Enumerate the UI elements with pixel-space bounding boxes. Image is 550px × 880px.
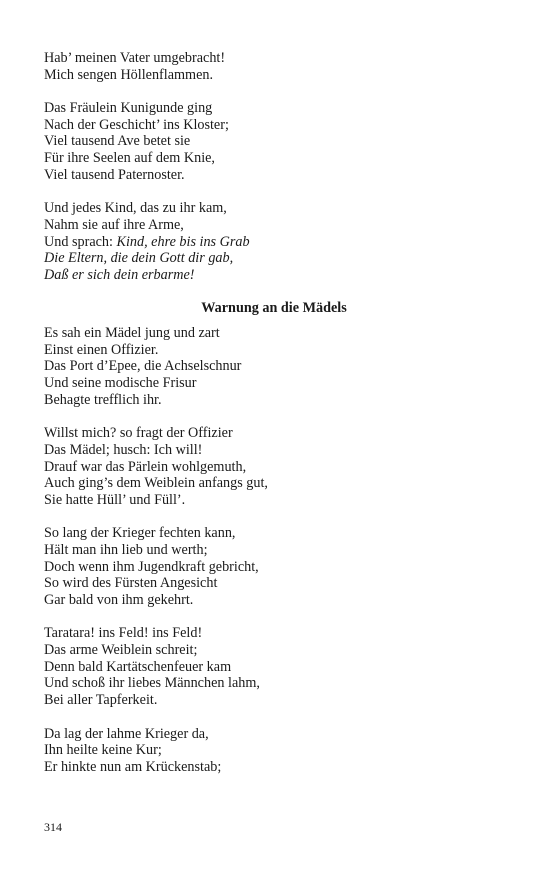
verse-line: Bei aller Tapferkeit. [44, 692, 158, 709]
stanza [44, 425, 504, 508]
verse-line: Viel tausend Ave betet sie [44, 133, 191, 150]
verse-line: Einst einen Offizier. [44, 341, 159, 358]
verse-text: Und sprach: [44, 233, 117, 250]
stanza [44, 525, 504, 608]
verse-line: Behagte trefflich ihr. [44, 391, 162, 408]
verse-line: Willst mich? so fragt der Offizier [44, 425, 233, 442]
verse-line: Das arme Weiblein schreit; [44, 642, 198, 659]
verse-line: Drauf war das Pärlein wohlgemuth, [44, 458, 247, 475]
verse-line: Da lag der lahme Krieger da, [44, 725, 209, 742]
verse-line: Es sah ein Mädel jung und zart [44, 325, 220, 342]
verse-line: Und jedes Kind, das zu ihr kam, [44, 200, 227, 217]
verse-italic-text: Die Eltern, die dein Gott dir gab, [44, 250, 234, 267]
verse-line: Das Port d’Epee, die Achselschnur [44, 358, 242, 375]
verse-line: Taratara! ins Feld! ins Feld! [44, 625, 203, 642]
verse-italic-text: Kind, ehre bis ins Grab [116, 233, 250, 250]
verse-line: Hält man ihn lieb und werth; [44, 541, 208, 558]
verse-line: Das Fräulein Kunigunde ging [44, 100, 213, 117]
verse-line: Hab’ meinen Vater umgebracht! [44, 50, 226, 66]
verse-line: Doch wenn ihm Jugendkraft gebricht, [44, 558, 259, 575]
verse-line-italic [44, 267, 504, 284]
verse-line: So wird des Fürsten Angesicht [44, 575, 218, 592]
page-number: 314 [44, 820, 62, 834]
verse-line: Und seine modische Frisur [44, 375, 197, 392]
verse-line: Das Mädel; husch: Ich will! [44, 441, 203, 458]
verse-line: Viel tausend Paternoster. [44, 166, 185, 183]
stanza [44, 200, 504, 283]
poem-title: Warnung an die Mädels [201, 300, 347, 317]
stanza [44, 726, 504, 776]
verse-line: Ihn heilte keine Kur; [44, 742, 162, 759]
verse-line: Denn bald Kartätschenfeuer kam [44, 658, 232, 675]
verse-italic-text: Daß er sich dein erbarme! [44, 266, 195, 283]
verse-line: Er hinkte nun am Krückenstab; [44, 758, 222, 775]
verse-line: Auch ging’s dem Weiblein anfangs gut, [44, 475, 268, 492]
verse-line: Mich sengen Höllenflammen. [44, 66, 214, 83]
page-body [44, 50, 504, 792]
verse-line-italic [44, 250, 504, 267]
verse-line: Sie hatte Hüll’ und Füll’. [44, 491, 186, 508]
verse-line: Und schoß ihr liebes Männchen lahm, [44, 675, 260, 692]
verse-line: Gar bald von ihm gekehrt. [44, 592, 194, 609]
verse-line: Nach der Geschicht’ ins Kloster; [44, 116, 229, 133]
stanza [44, 325, 504, 408]
verse-line-mixed [44, 234, 504, 251]
stanza [44, 50, 504, 83]
verse-line: So lang der Krieger fechten kann, [44, 525, 236, 542]
verse-line: Für ihre Seelen auf dem Knie, [44, 150, 215, 167]
verse-line: Nahm sie auf ihre Arme, [44, 216, 184, 233]
stanza [44, 625, 504, 708]
stanza [44, 100, 504, 183]
